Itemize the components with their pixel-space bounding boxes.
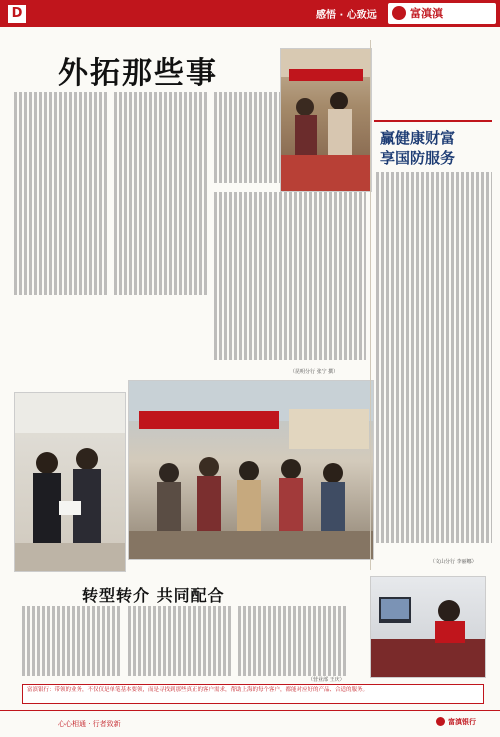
booth-scene-graphic — [281, 49, 371, 191]
second-article-col-1 — [22, 606, 122, 678]
article-title: 外拓那些事 — [58, 56, 218, 91]
section-letter: D — [8, 5, 26, 23]
sidebar-title-line-2: 享国防服务 — [380, 149, 456, 167]
sidebar-body — [376, 172, 492, 552]
sidebar-divider — [370, 40, 371, 570]
outreach-booth-photo — [280, 48, 372, 192]
article-body-col-2 — [114, 92, 208, 300]
article-body-col-1 — [14, 92, 108, 300]
bank-motto-box: 富滇银行：带领的业务，不仅仅是单笔基本要领，而是寻找到那些真正的客户需求，帮助上海的每个客户，都能对应好的产品、合适的服务。 — [22, 684, 484, 704]
sidebar-accent-rule — [374, 120, 492, 122]
brand-seal-icon — [392, 6, 406, 20]
second-article-credit: （营业部 王庆） — [308, 677, 345, 683]
footer-bank-name: 富滇银行 — [448, 718, 476, 726]
customer-consultation-photo — [14, 392, 126, 572]
counter-scene-graphic — [371, 577, 485, 677]
brand-name: 富滇滇 — [410, 7, 443, 20]
section-title: 感悟 · 心致远 — [316, 10, 377, 21]
sidebar-credit: （文山分行 李丽娜） — [430, 559, 477, 565]
page-header — [0, 0, 500, 27]
article-credit: （昆明分行 张宁 撰） — [290, 369, 339, 375]
bank-counter-photo — [370, 576, 486, 678]
second-article-col-2 — [128, 606, 232, 678]
footer-slogan: 心心相通 · 行者致新 — [58, 720, 121, 728]
bank-logo-icon — [436, 717, 445, 726]
community-outreach-photo — [128, 380, 374, 560]
page-footer — [0, 710, 500, 737]
community-scene-graphic — [129, 381, 373, 559]
sidebar-title — [380, 128, 488, 168]
sidebar-title-line-1: 赢健康财富 — [380, 129, 456, 147]
brand-badge — [388, 3, 496, 24]
consultation-scene-graphic — [15, 393, 125, 571]
article-body-col-4 — [214, 192, 366, 366]
second-article-col-3 — [238, 606, 348, 678]
second-article-title: 转型转介 共同配合 — [82, 586, 225, 605]
